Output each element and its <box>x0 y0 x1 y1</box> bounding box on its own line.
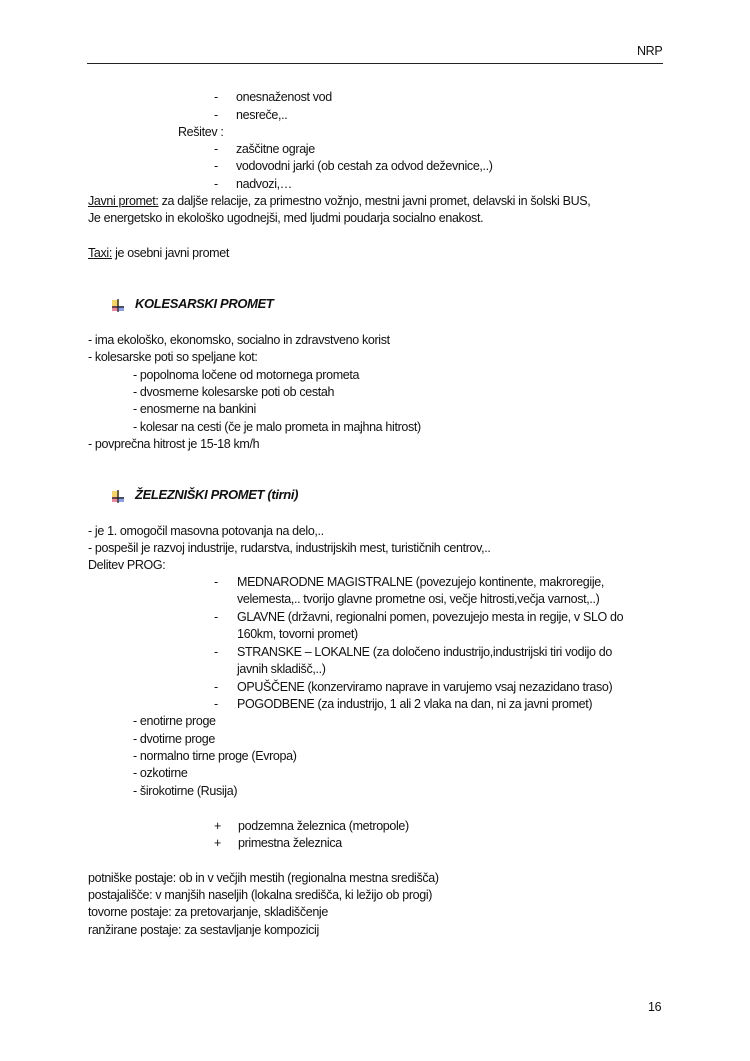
list-item: - širokotirne (Rusija) <box>133 784 238 798</box>
list-item: POGODBENE (za industrijo, 1 ali 2 vlaka na dan, ni za javni promet) <box>237 697 593 711</box>
resitev-label: Rešitev : <box>178 125 224 139</box>
dash: - <box>214 142 218 156</box>
list-item: - enosmerne na bankini <box>133 402 256 416</box>
header-title: NRP <box>637 44 663 58</box>
header-rule <box>87 63 663 64</box>
section-heading-kolesarski: KOLESARSKI PROMET <box>135 296 274 311</box>
list-item: vodovodni jarki (ob cestah za odvod deževnice,..) <box>236 159 493 173</box>
list-item: nadvozi,… <box>236 177 292 191</box>
list-item: nesreče,.. <box>236 108 288 122</box>
taxi-label: Taxi: <box>88 246 112 260</box>
paragraph-line: potniške postaje: ob in v večjih mestih (regionalna mestna središča) <box>88 871 439 885</box>
list-item: - enotirne proge <box>133 714 216 728</box>
dash: - <box>214 108 218 122</box>
list-item: OPUŠČENE (konzerviramo naprave in varujemo vsaj nezazidano traso) <box>237 680 613 694</box>
list-item: - dvosmerne kolesarske poti ob cestah <box>133 385 335 399</box>
list-item: - kolesar na cesti (če je malo prometa in majhna hitrost) <box>133 420 421 434</box>
dash: - <box>214 159 218 173</box>
paragraph-line: - pospešil je razvoj industrije, rudarstva, industrijskih mest, turističnih centrov,.. <box>88 541 491 555</box>
dash: - <box>214 680 218 694</box>
plus-bullet: + <box>214 819 221 833</box>
paragraph-line: - ima ekološko, ekonomsko, socialno in zdravstveno korist <box>88 333 390 347</box>
paragraph-line: Je energetsko in ekološko ugodnejši, med ljudmi poudarja socialno enakost. <box>88 211 484 225</box>
list-item-cont: javnih skladišč,..) <box>237 662 326 676</box>
list-item-cont: 160km, tovorni promet) <box>237 627 358 641</box>
list-item: GLAVNE (državni, regionalni pomen, povezujejo mesta in regije, v SLO do <box>237 610 624 624</box>
list-item: STRANSKE – LOKALNE (za določeno industrijo,industrijski tiri vodijo do <box>237 645 612 659</box>
javni-promet-line <box>88 194 590 208</box>
paragraph-line: tovorne postaje: za pretovarjanje, skladiščenje <box>88 905 328 919</box>
list-item: podzemna železnica (metropole) <box>238 819 409 833</box>
paragraph-line: - je 1. omogočil masovna potovanja na delo,.. <box>88 524 324 538</box>
dash: - <box>214 90 218 104</box>
paragraph-line: postajališče: v manjših naseljih (lokalna središča, ki ležijo ob progi) <box>88 888 433 902</box>
dash: - <box>214 697 218 711</box>
list-item: onesnaženost vod <box>236 90 332 104</box>
list-item: MEDNARODNE MAGISTRALNE (povezujejo kontinente, makroregije, <box>237 575 604 589</box>
paragraph-line: - kolesarske poti so speljane kot: <box>88 350 258 364</box>
section-heading-zelezniski: ŽELEZNIŠKI PROMET (tirni) <box>135 487 299 502</box>
javni-promet-text: za daljše relacije, za primestno vožnjo, mestni javni promet, delavski in šolski BUS, <box>158 194 591 208</box>
list-item: primestna železnica <box>238 836 342 850</box>
paragraph-line: ranžirane postaje: za sestavljanje kompozicij <box>88 923 319 937</box>
dash: - <box>214 610 218 624</box>
bullet-cross-icon <box>111 489 125 503</box>
list-item: - ozkotirne <box>133 766 188 780</box>
paragraph-line: Delitev PROG: <box>88 558 166 572</box>
list-item: - popolnoma ločene od motornega prometa <box>133 368 360 382</box>
paragraph-line: - povprečna hitrost je 15-18 km/h <box>88 437 260 451</box>
list-item: - normalno tirne proge (Evropa) <box>133 749 297 763</box>
page-number: 16 <box>648 1000 662 1014</box>
list-item-cont: velemesta,.. tvorijo glavne prometne osi, večje hitrosti,večja varnost,..) <box>237 592 600 606</box>
javni-promet-label: Javni promet: <box>88 194 159 208</box>
list-item: zaščitne ograje <box>236 142 315 156</box>
bullet-cross-icon <box>111 298 125 312</box>
dash: - <box>214 645 218 659</box>
taxi-line <box>88 246 229 260</box>
dash: - <box>214 575 218 589</box>
taxi-text: je osebni javni promet <box>111 246 229 260</box>
plus-bullet: + <box>214 836 221 850</box>
list-item: - dvotirne proge <box>133 732 215 746</box>
dash: - <box>214 177 218 191</box>
